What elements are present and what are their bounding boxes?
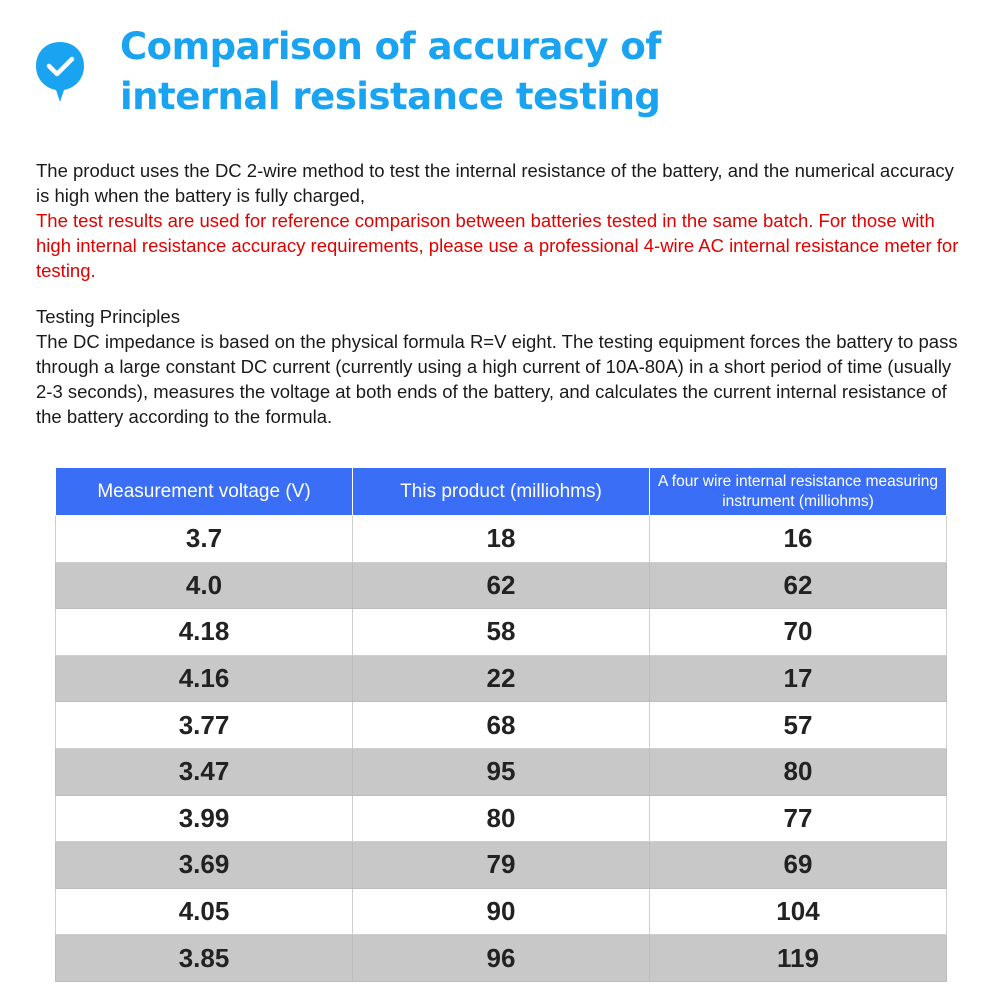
- cell-this-product: 18: [353, 516, 650, 563]
- cell-this-product: 68: [353, 702, 650, 749]
- intro-section: [36, 158, 966, 283]
- principles-body: The DC impedance is based on the physical formula R=V eight. The testing equipment forces the battery to pass through a large constant DC current (currently using a high current of 10A-80A) in a short period of time (usually 2-3 seconds), measures the voltage at both ends of the battery, and calculates the current internal resistance of the battery according to the formula.: [36, 331, 958, 427]
- table-row: [56, 702, 947, 749]
- cell-voltage: 3.7: [56, 516, 353, 563]
- intro-text: The product uses the DC 2-wire method to test the internal resistance of the battery, and the numerical accuracy is high when the battery is fully charged,: [36, 160, 954, 206]
- cell-voltage: 4.0: [56, 562, 353, 609]
- table-row: [56, 655, 947, 702]
- cell-four-wire: 77: [650, 795, 947, 842]
- comparison-table: [55, 467, 947, 982]
- testing-principles-section: [36, 304, 966, 429]
- cell-four-wire: 57: [650, 702, 947, 749]
- page-title: [120, 22, 661, 122]
- cell-this-product: 90: [353, 888, 650, 935]
- cell-voltage: 4.18: [56, 609, 353, 656]
- cell-four-wire: 70: [650, 609, 947, 656]
- table-row: [56, 609, 947, 656]
- column-header-four-wire-instrument: A four wire internal resistance measuring instrument (milliohms): [650, 468, 947, 516]
- cell-four-wire: 17: [650, 655, 947, 702]
- cell-four-wire: 62: [650, 562, 947, 609]
- cell-this-product: 62: [353, 562, 650, 609]
- cell-this-product: 79: [353, 842, 650, 889]
- cell-voltage: 4.16: [56, 655, 353, 702]
- table-header-row: [56, 468, 947, 516]
- cell-this-product: 58: [353, 609, 650, 656]
- cell-four-wire: 119: [650, 935, 947, 982]
- table-row: [56, 888, 947, 935]
- cell-voltage: 3.47: [56, 748, 353, 795]
- cell-voltage: 4.05: [56, 888, 353, 935]
- cell-this-product: 96: [353, 935, 650, 982]
- cell-voltage: 3.69: [56, 842, 353, 889]
- intro-warning-note: The test results are used for reference comparison between batteries tested in the same batch. For those with high internal resistance accuracy requirements, please use a professional 4-wire AC internal resistance meter for testing.: [36, 210, 959, 281]
- table-row: [56, 795, 947, 842]
- table-row: [56, 935, 947, 982]
- table-row: [56, 516, 947, 563]
- cell-four-wire: 104: [650, 888, 947, 935]
- cell-voltage: 3.77: [56, 702, 353, 749]
- principles-heading: Testing Principles: [36, 306, 180, 327]
- check-badge-icon: [34, 40, 86, 104]
- cell-this-product: 22: [353, 655, 650, 702]
- cell-voltage: 3.85: [56, 935, 353, 982]
- column-header-voltage: Measurement voltage (V): [56, 468, 353, 516]
- cell-voltage: 3.99: [56, 795, 353, 842]
- title-line-2: internal resistance testing: [120, 75, 661, 118]
- title-line-1: Comparison of accuracy of: [120, 25, 661, 68]
- cell-four-wire: 80: [650, 748, 947, 795]
- cell-four-wire: 69: [650, 842, 947, 889]
- cell-this-product: 95: [353, 748, 650, 795]
- table-row: [56, 748, 947, 795]
- column-header-this-product: This product (milliohms): [353, 468, 650, 516]
- cell-four-wire: 16: [650, 516, 947, 563]
- cell-this-product: 80: [353, 795, 650, 842]
- table-row: [56, 842, 947, 889]
- table-row: [56, 562, 947, 609]
